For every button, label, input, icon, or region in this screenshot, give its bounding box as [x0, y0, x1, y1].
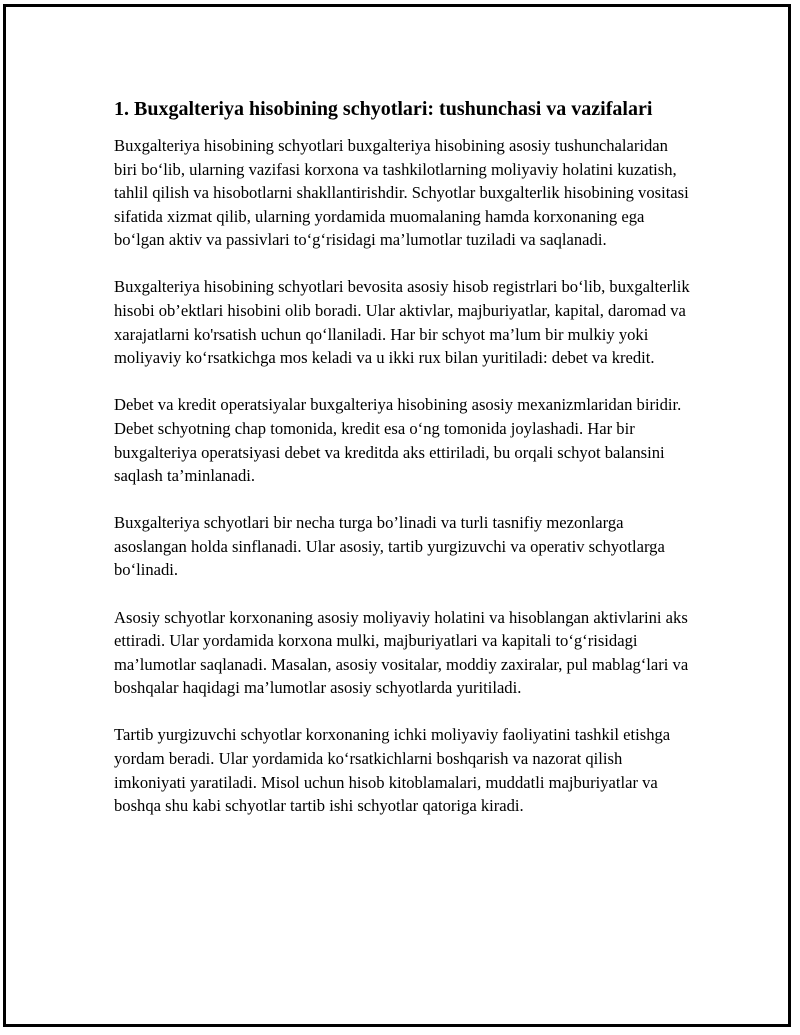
- paragraph: Buxgalteriya hisobining schyotlari buxgalteriya hisobining asosiy tushunchalaridan biri bo‘lib, ularning vazifasi korxona va tashkilotlarning moliyaviy holatini kuzatish, tahlil qilish va hisobotlarni shakllantirishdir. Schyotlar buxgalterlik hisobining vositasi sifatida xizmat qilib, ularning yordamida muomalaning hamda korxonaning ega bo‘lgan aktiv va passivlari to‘g‘risidagi ma’lumotlar tuziladi va saqlanadi.: [114, 136, 689, 250]
- paragraph: Tartib yurgizuvchi schyotlar korxonaning ichki moliyaviy faoliyatini tashkil etishga yordam beradi. Ular yordamida ko‘rsatkichlarni boshqarish va nazorat qilish imkoniyati yaratiladi. Misol uchun hisob kitoblamalari, muddatli majburiyatlar va boshqa shu kabi schyotlar tartib ishi schyotlar qatoriga kiradi.: [114, 725, 671, 816]
- paragraph: Buxgalteriya hisobining schyotlari bevosita asosiy hisob registrlari bo‘lib, buxgalterlik hisobi ob’ektlari hisobini olib boradi. Ular aktivlar, majburiyatlar, kapital, daromad va xarajatlarni ko'rsatish uchun qo‘llaniladi. Har bir schyot ma’lum bir mulkiy yoki moliyaviy ko‘rsatkichga mos keladi va u ikki rux bilan yuritiladi: debet va kredit.: [114, 277, 690, 368]
- paragraph: Asosiy schyotlar korxonaning asosiy moliyaviy holatini va hisoblangan aktivlarini aks ettiradi. Ular yordamida korxona mulki, majburiyatlari va kapitali to‘g‘risidagi ma’lumotlar saqlanadi. Masalan, asosiy vositalar, moddiy zaxiralar, pul mablag‘lari va boshqalar haqidagi ma’lumotlar asosiy schyotlarda yuritiladi.: [114, 607, 689, 698]
- document-body: [114, 96, 694, 841]
- paragraph: Buxgalteriya schyotlari bir necha turga bo’linadi va turli tasnifiy mezonlarga asoslangan holda sinflanadi. Ular asosiy, tartib yurgizuvchi va operativ schyotlarga bo‘linadi.: [114, 513, 665, 580]
- section-heading: 1. Buxgalteriya hisobining schyotlari: tushunchasi va vazifalari: [114, 98, 653, 120]
- paragraph: Debet va kredit operatsiyalar buxgalteriya hisobining asosiy mexanizmlaridan biridir. Debet schyotning chap tomonida, kredit esa o‘ng tomonida joylashadi. Har bir buxgalteriya operatsiyasi debet va kreditda aks ettiriladi, bu orqali schyot balansini saqlash ta’minlanadi.: [114, 395, 682, 486]
